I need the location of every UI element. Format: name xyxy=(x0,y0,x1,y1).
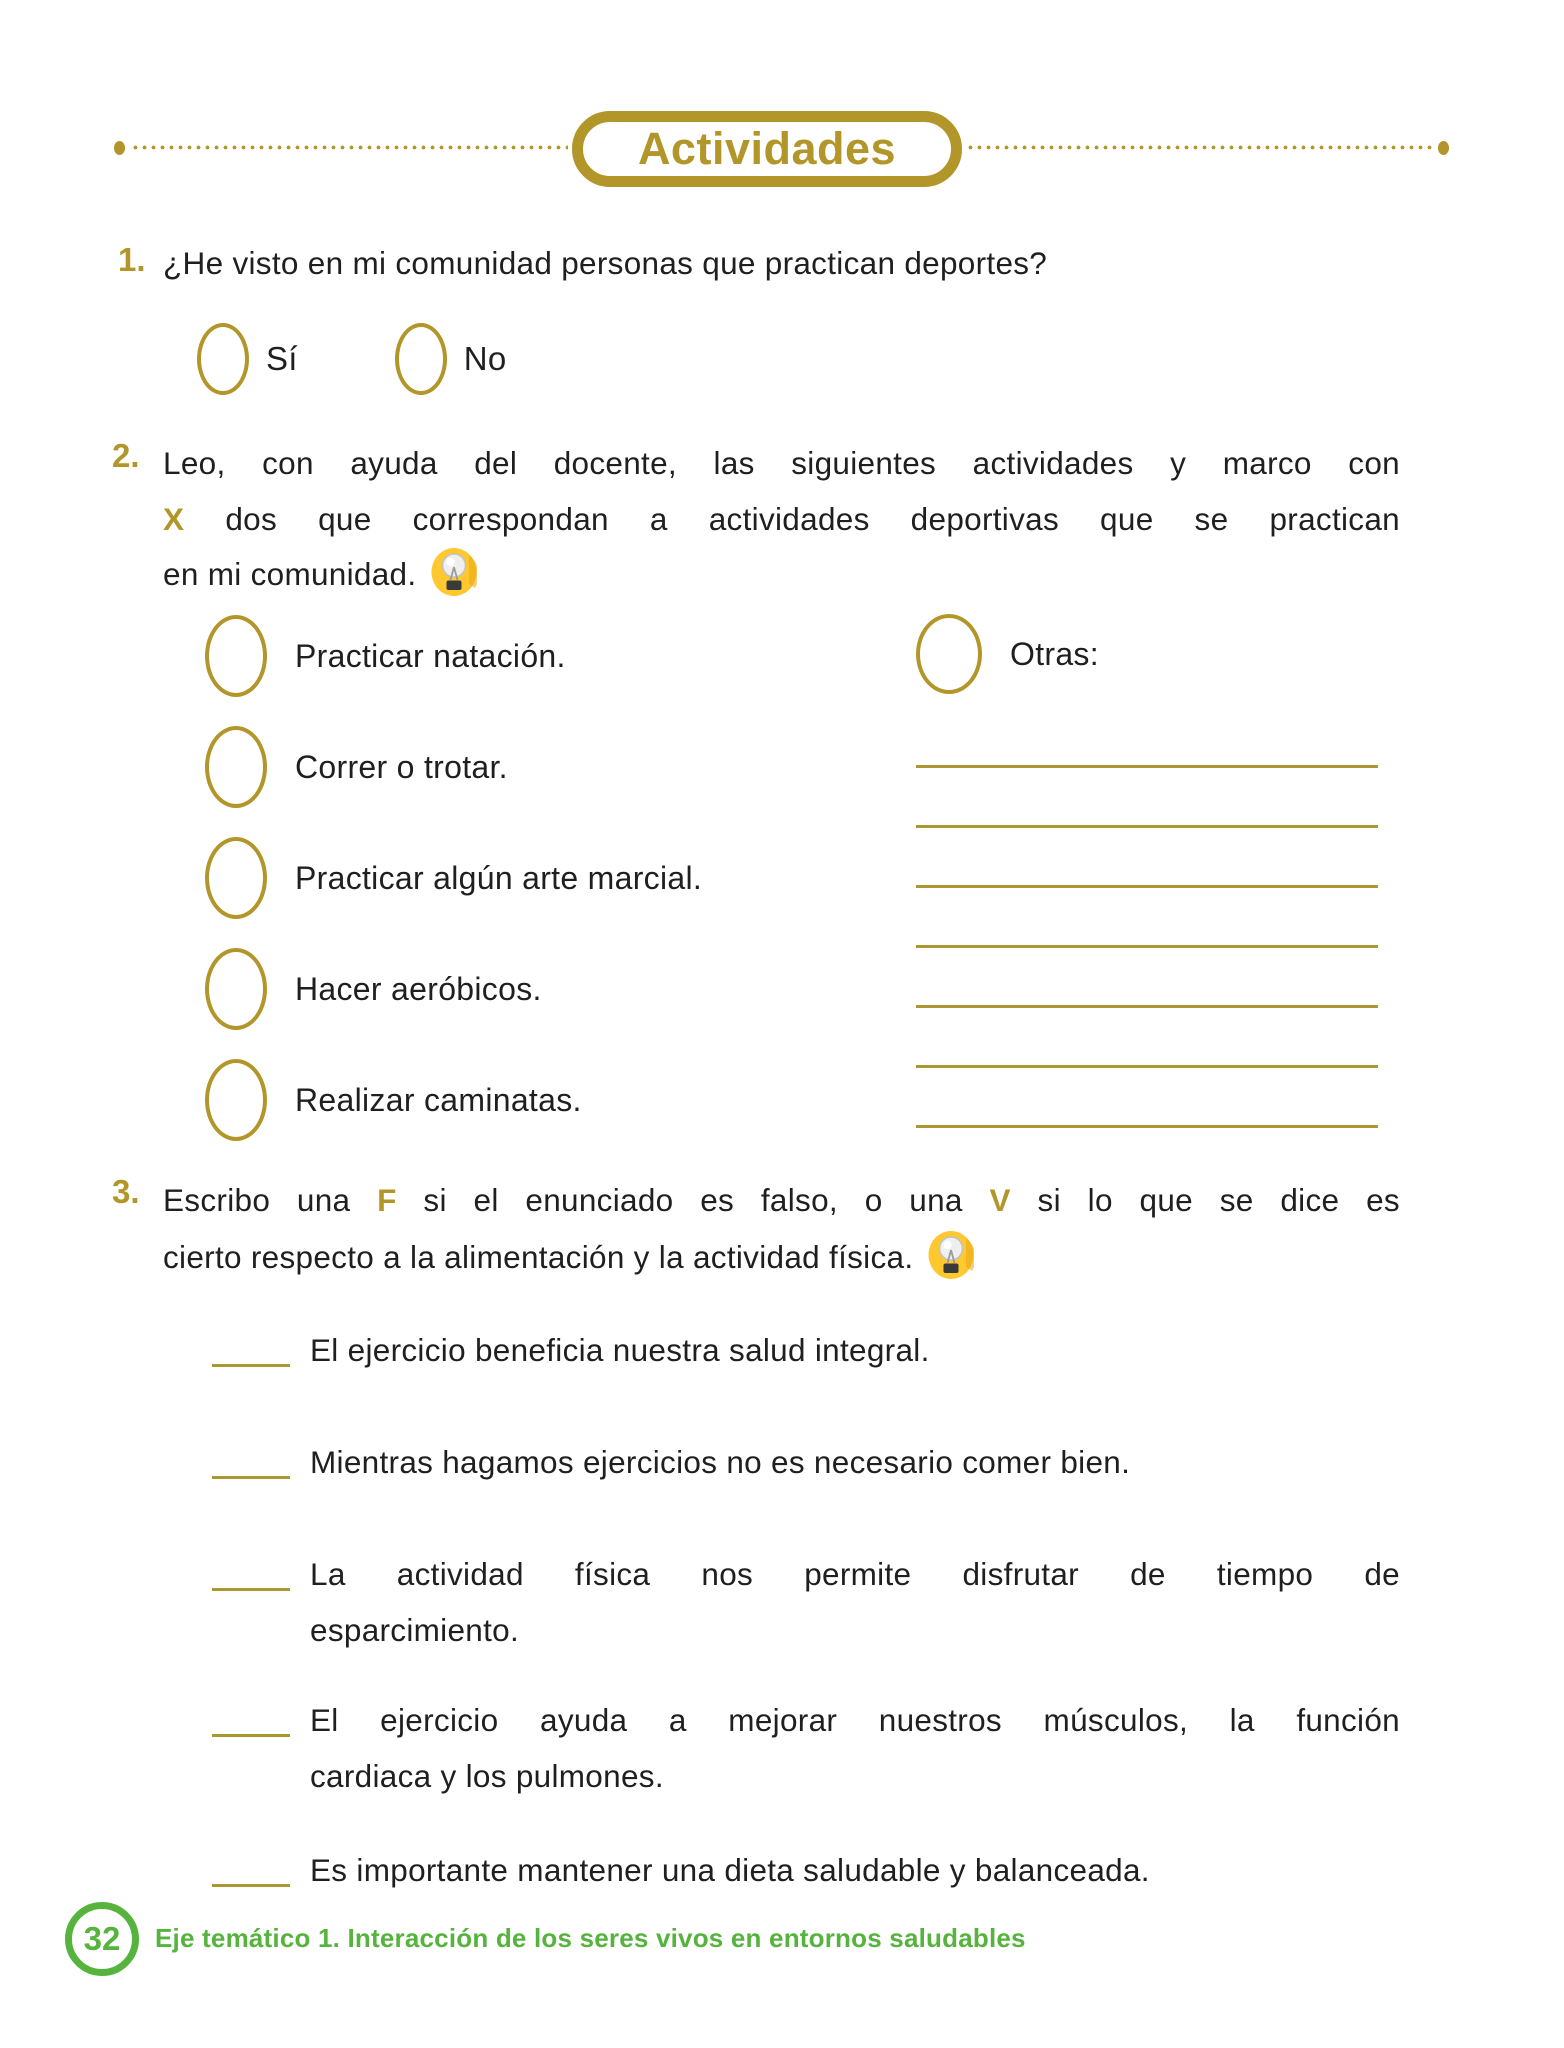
checkbox-circle[interactable] xyxy=(205,726,267,808)
text-segment: dos que correspondan a actividades deportivas que se practican xyxy=(184,500,1400,537)
answer-blank-line[interactable] xyxy=(916,948,1378,1008)
statement-text xyxy=(310,1842,1400,1898)
header-right-end-dot xyxy=(1438,141,1449,155)
header-left-end-dot xyxy=(114,141,125,155)
question-1-number: 1. xyxy=(118,241,146,278)
statement-text xyxy=(310,1546,1400,1658)
paragraph-line xyxy=(163,436,1400,492)
statement-line: El ejercicio ayuda a mejorar nuestros músculos, la función xyxy=(310,1702,1400,1738)
statement-text xyxy=(310,1322,1400,1378)
checklist-row xyxy=(205,948,702,1030)
question-3-text xyxy=(163,1172,1400,1286)
checkbox-circle[interactable] xyxy=(205,837,267,919)
question-1-text xyxy=(163,243,1400,283)
answer-blank-line[interactable] xyxy=(916,888,1378,948)
checklist-label: Practicar algún arte marcial. xyxy=(295,859,703,896)
lightbulb-icon xyxy=(425,556,477,592)
other-option-label: Otras: xyxy=(1010,635,1099,672)
checkbox-circle[interactable] xyxy=(205,1059,267,1141)
statement-answer-blank[interactable] xyxy=(212,1326,290,1367)
question-2-number: 2. xyxy=(112,437,140,474)
lightbulb-icon xyxy=(922,1239,974,1275)
question-2-checklist xyxy=(205,615,702,1170)
text-segment: Escribo una xyxy=(163,1182,378,1218)
answer-blank-line[interactable] xyxy=(916,828,1378,888)
text-segment: cierto respecto a la alimentación y la actividad física. xyxy=(163,1239,923,1275)
accent-letter: F xyxy=(377,1182,397,1218)
accent-letter: V xyxy=(989,1182,1011,1218)
paragraph-line xyxy=(163,547,1400,603)
question-2-text xyxy=(163,436,1400,603)
statement-answer-blank[interactable] xyxy=(212,1550,290,1591)
statement-line: El ejercicio beneficia nuestra salud integral. xyxy=(310,1332,930,1368)
statement-line: Es importante mantener una dieta saludable y balanceada. xyxy=(310,1852,1150,1888)
statement-answer-blank[interactable] xyxy=(212,1846,290,1887)
paragraph-line xyxy=(163,1172,1400,1229)
statement-line: esparcimiento. xyxy=(310,1612,520,1648)
answer-blank-line[interactable] xyxy=(916,1008,1378,1068)
paragraph-line xyxy=(163,1229,1400,1286)
option-circle-no[interactable] xyxy=(395,323,447,395)
statement-answer-blank[interactable] xyxy=(212,1438,290,1479)
section-title-badge xyxy=(572,111,962,187)
question-1-options xyxy=(197,323,604,395)
statement-row xyxy=(212,1322,1400,1378)
checkbox-circle[interactable] xyxy=(205,948,267,1030)
answer-blank-line[interactable] xyxy=(916,708,1378,768)
answer-blank-line[interactable] xyxy=(916,768,1378,828)
checklist-label: Correr o trotar. xyxy=(295,748,508,785)
accent-letter: X xyxy=(163,500,185,537)
checklist-row xyxy=(205,615,702,697)
option-label: Sí xyxy=(266,340,298,377)
text-segment: Leo, con ayuda del docente, las siguientes actividades y marco con xyxy=(163,445,1400,481)
checklist-label: Hacer aeróbicos. xyxy=(295,970,542,1007)
header-dotted-line-right xyxy=(966,145,1434,150)
text-segment: ¿He visto en mi comunidad personas que practican deportes? xyxy=(163,245,1048,281)
answer-blank-line[interactable] xyxy=(916,1068,1378,1128)
statement-line: cardiaca y los pulmones. xyxy=(310,1758,664,1794)
statement-text xyxy=(310,1692,1400,1804)
option-circle-sí[interactable] xyxy=(197,323,249,395)
checkbox-circle[interactable] xyxy=(205,615,267,697)
paragraph-line xyxy=(163,243,1400,283)
text-segment: en mi comunidad. xyxy=(163,556,426,592)
statement-row xyxy=(212,1842,1400,1898)
question-3-number: 3. xyxy=(112,1173,140,1210)
option-label: No xyxy=(463,340,507,377)
checklist-label: Realizar caminatas. xyxy=(295,1081,582,1118)
checklist-row xyxy=(205,837,702,919)
statement-answer-blank[interactable] xyxy=(212,1696,290,1737)
statement-line: Mientras hagamos ejercicios no es necesario comer bien. xyxy=(310,1444,1131,1480)
statement-line: La actividad física nos permite disfrutar de tiempo de xyxy=(310,1556,1400,1592)
statement-row xyxy=(212,1546,1400,1658)
text-segment: si lo que se dice es xyxy=(1010,1182,1400,1218)
statement-text xyxy=(310,1434,1400,1490)
page-number: 32 xyxy=(83,1920,121,1957)
checklist-row xyxy=(205,726,702,808)
text-segment: si el enunciado es falso, o una xyxy=(396,1182,990,1218)
header-dotted-line-left xyxy=(131,145,568,150)
statement-row xyxy=(212,1434,1400,1490)
checklist-label: Practicar natación. xyxy=(295,637,566,674)
question-2-other-option xyxy=(916,614,1099,694)
statement-row xyxy=(212,1692,1400,1804)
paragraph-line xyxy=(163,492,1400,548)
footer-theme-text: Eje temático 1. Interacción de los seres vivos en entornos saludables xyxy=(155,1923,1026,1953)
page-number-badge xyxy=(65,1902,139,1976)
checklist-row xyxy=(205,1059,702,1141)
other-answer-lines xyxy=(916,708,1378,1128)
answer-option xyxy=(395,323,507,395)
answer-option xyxy=(197,323,298,395)
checkbox-circle-otras[interactable] xyxy=(916,614,982,694)
section-title: Actividades xyxy=(637,123,897,174)
